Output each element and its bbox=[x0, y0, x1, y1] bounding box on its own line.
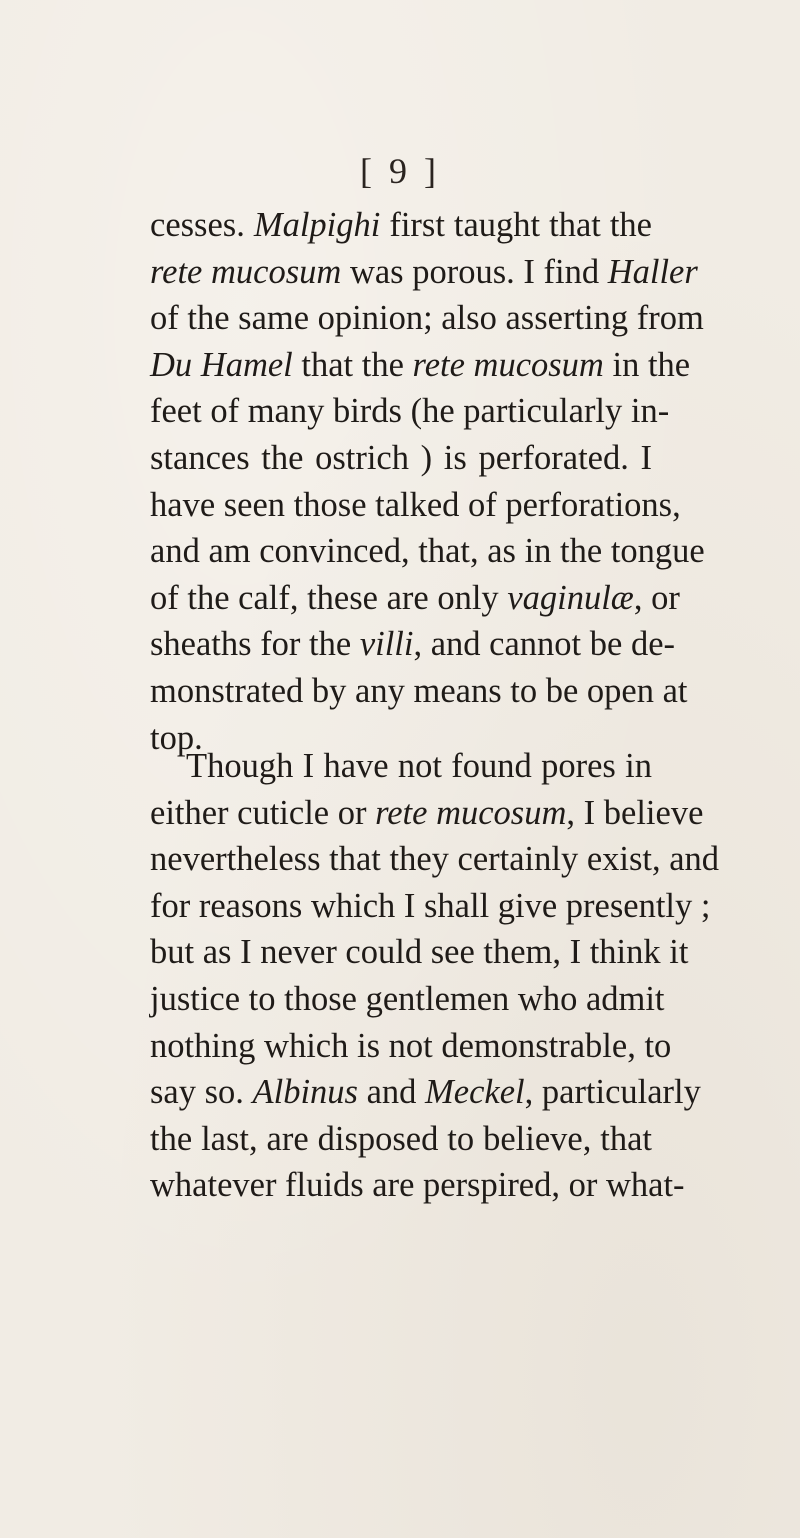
text-run: feet of many birds (he particularly in- bbox=[150, 392, 670, 431]
italic-term: Malpighi bbox=[253, 206, 381, 244]
text-run: that the bbox=[292, 345, 413, 384]
text-line bbox=[150, 1023, 672, 1070]
text-line bbox=[150, 249, 698, 296]
text-run: of the same opinion; also asserting from bbox=[150, 299, 704, 338]
text-run: , or bbox=[633, 578, 680, 617]
text-run: was porous. I find bbox=[341, 252, 608, 291]
italic-term: rete mucosum bbox=[412, 345, 604, 384]
text-run: first taught that the bbox=[380, 206, 652, 244]
text-run: , I believe bbox=[566, 793, 704, 832]
text-line bbox=[150, 575, 680, 622]
italic-term: villi bbox=[359, 625, 414, 664]
italic-term: Albinus bbox=[252, 1073, 358, 1112]
italic-term: rete mucosum bbox=[150, 252, 342, 291]
text-run: either cuticle or bbox=[150, 793, 376, 832]
text-run: and bbox=[357, 1073, 426, 1112]
italic-term: rete mucosum bbox=[375, 793, 567, 832]
text-run: , and cannot be de- bbox=[413, 625, 675, 664]
text-line bbox=[150, 1116, 652, 1163]
text-run: say so. bbox=[150, 1073, 253, 1112]
page-number: [ 9 ] bbox=[360, 151, 440, 191]
text-line bbox=[150, 435, 652, 482]
text-run: cesses. bbox=[150, 206, 254, 244]
italic-term: Du Hamel bbox=[150, 345, 293, 384]
text-line bbox=[150, 1162, 685, 1209]
text-run: for reasons which I shall give presently ; bbox=[150, 886, 711, 925]
text-run: , particularly bbox=[524, 1073, 701, 1112]
italic-term: vaginulæ bbox=[507, 578, 634, 617]
text-run: of the calf, these are only bbox=[150, 578, 508, 617]
text-line bbox=[150, 883, 711, 930]
text-run: stances the ostrich ) is perforated. I bbox=[150, 438, 652, 477]
text-line bbox=[150, 976, 665, 1023]
text-line bbox=[150, 528, 705, 575]
text-run: have seen those talked of perforations, bbox=[150, 485, 681, 524]
text-run: nevertheless that they certainly exist, and bbox=[150, 840, 720, 879]
paragraph-2 bbox=[150, 743, 720, 1209]
text-run: nothing which is not demonstrable, to bbox=[150, 1026, 672, 1065]
text-run: but as I never could see them, I think it bbox=[150, 933, 689, 972]
text-run: monstrated by any means to be open at bbox=[150, 671, 688, 710]
text-run: Though I have not found pores in bbox=[186, 747, 652, 785]
text-line bbox=[150, 202, 652, 249]
text-line bbox=[150, 342, 691, 389]
text-line bbox=[150, 482, 681, 529]
text-run: and am convinced, that, as in the tongue bbox=[150, 532, 705, 571]
italic-term: Haller bbox=[607, 252, 698, 291]
text-line bbox=[150, 388, 670, 435]
text-line bbox=[150, 929, 689, 976]
text-line bbox=[150, 743, 652, 790]
text-run: sheaths for the bbox=[150, 625, 360, 664]
text-run: top. bbox=[150, 718, 203, 757]
text-line bbox=[150, 790, 704, 837]
text-run: whatever fluids are perspired, or what- bbox=[150, 1166, 685, 1205]
text-run: justice to those gentlemen who admit bbox=[150, 979, 665, 1018]
text-line bbox=[150, 836, 720, 883]
text-line bbox=[150, 1069, 701, 1116]
text-run: the last, are disposed to believe, that bbox=[150, 1119, 652, 1158]
italic-term: Meckel bbox=[425, 1073, 525, 1112]
text-line bbox=[150, 621, 675, 668]
paragraph-1 bbox=[150, 202, 705, 761]
text-line bbox=[150, 295, 704, 342]
text-run: in the bbox=[603, 345, 691, 384]
text-line bbox=[150, 668, 688, 715]
